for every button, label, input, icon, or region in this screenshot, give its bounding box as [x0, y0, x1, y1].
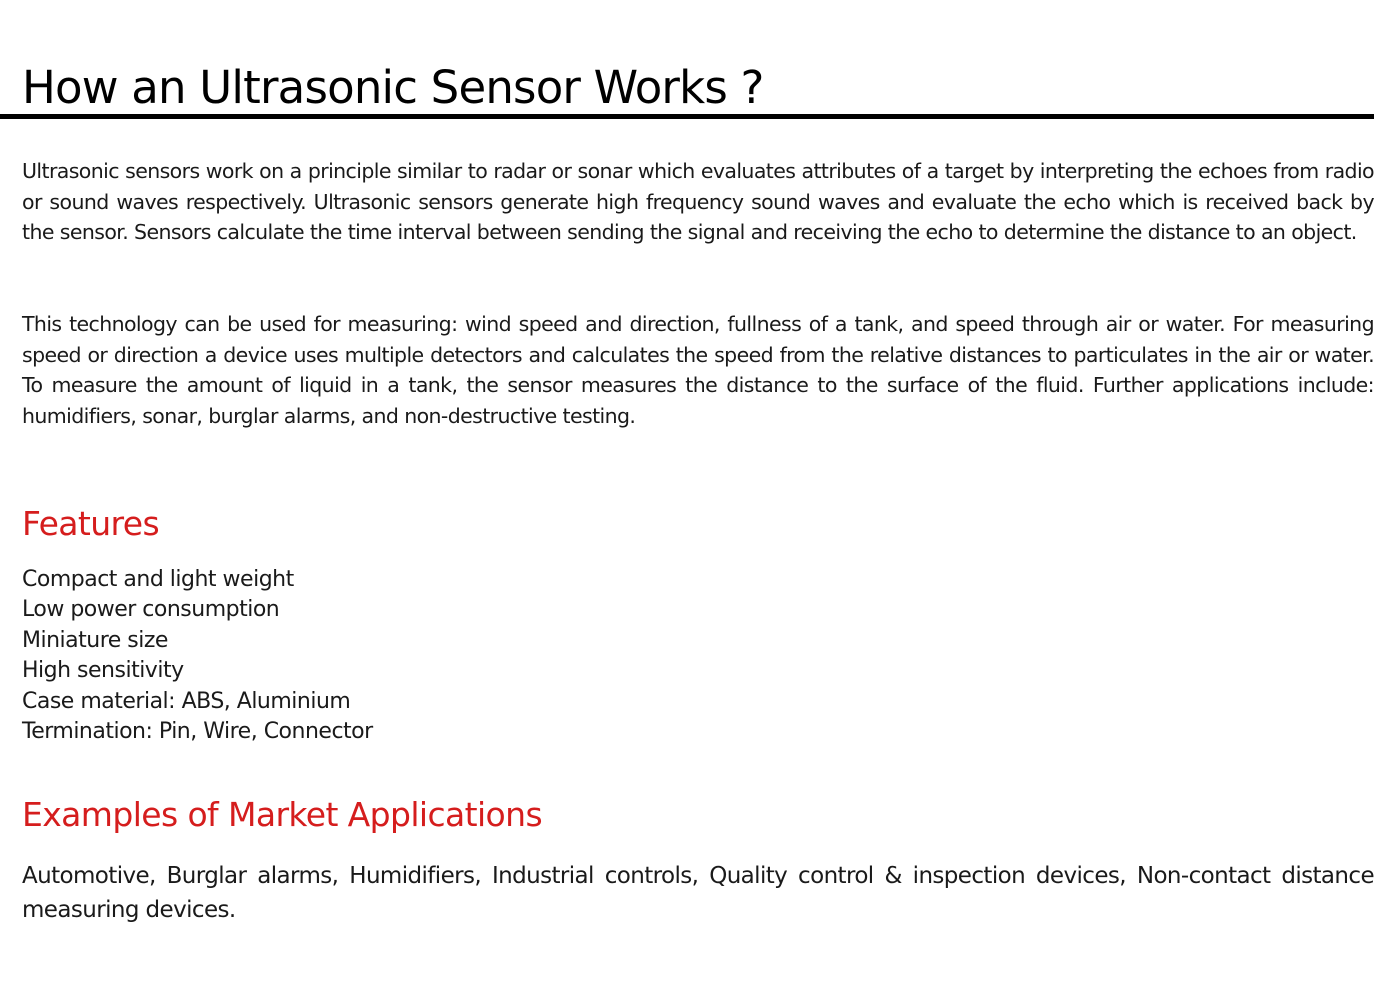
- feature-item: Low power consumption: [22, 597, 280, 623]
- intro-paragraph-1: Ultrasonic sensors work on a principle similar to radar or sonar which evaluates attributes of a target by interpreting the echoes from radio or sound waves respectively. Ultrasonic sensors generate high frequency sound waves and evaluate the echo which is received back by the sensor. Sensors calculate the time interval between sending the signal and receiving the echo to determine the distance to an object.: [22, 159, 1374, 244]
- feature-item: Case material: ABS, Aluminium: [22, 688, 351, 714]
- intro-paragraph-2: This technology can be used for measuring: wind speed and direction, fullness of a tank, and speed through air or water. For measuring speed or direction a device uses multiple detectors and calculates the speed from the relative distances to particulates in the air or water. To measure the amount of liquid in a tank, the sensor measures the distance to the surface of the fluid. Further applications include: humidifiers, sonar, burglar alarms, and non-destructive testing.: [22, 312, 1374, 428]
- features-list: [22, 565, 373, 747]
- page-title: How an Ultrasonic Sensor Works ?: [22, 61, 764, 114]
- feature-item: Miniature size: [22, 627, 168, 653]
- applications-heading: Examples of Market Applications: [22, 795, 543, 834]
- applications-text: Automotive, Burglar alarms, Humidifiers, Industrial controls, Quality control & inspection devices, Non-contact distance measuring devices.: [22, 863, 1374, 923]
- feature-item: Compact and light weight: [22, 567, 294, 592]
- feature-item: High sensitivity: [22, 658, 184, 684]
- title-bar: [0, 62, 1374, 119]
- feature-item: Termination: Pin, Wire, Connector: [22, 719, 373, 745]
- features-heading: Features: [22, 504, 160, 543]
